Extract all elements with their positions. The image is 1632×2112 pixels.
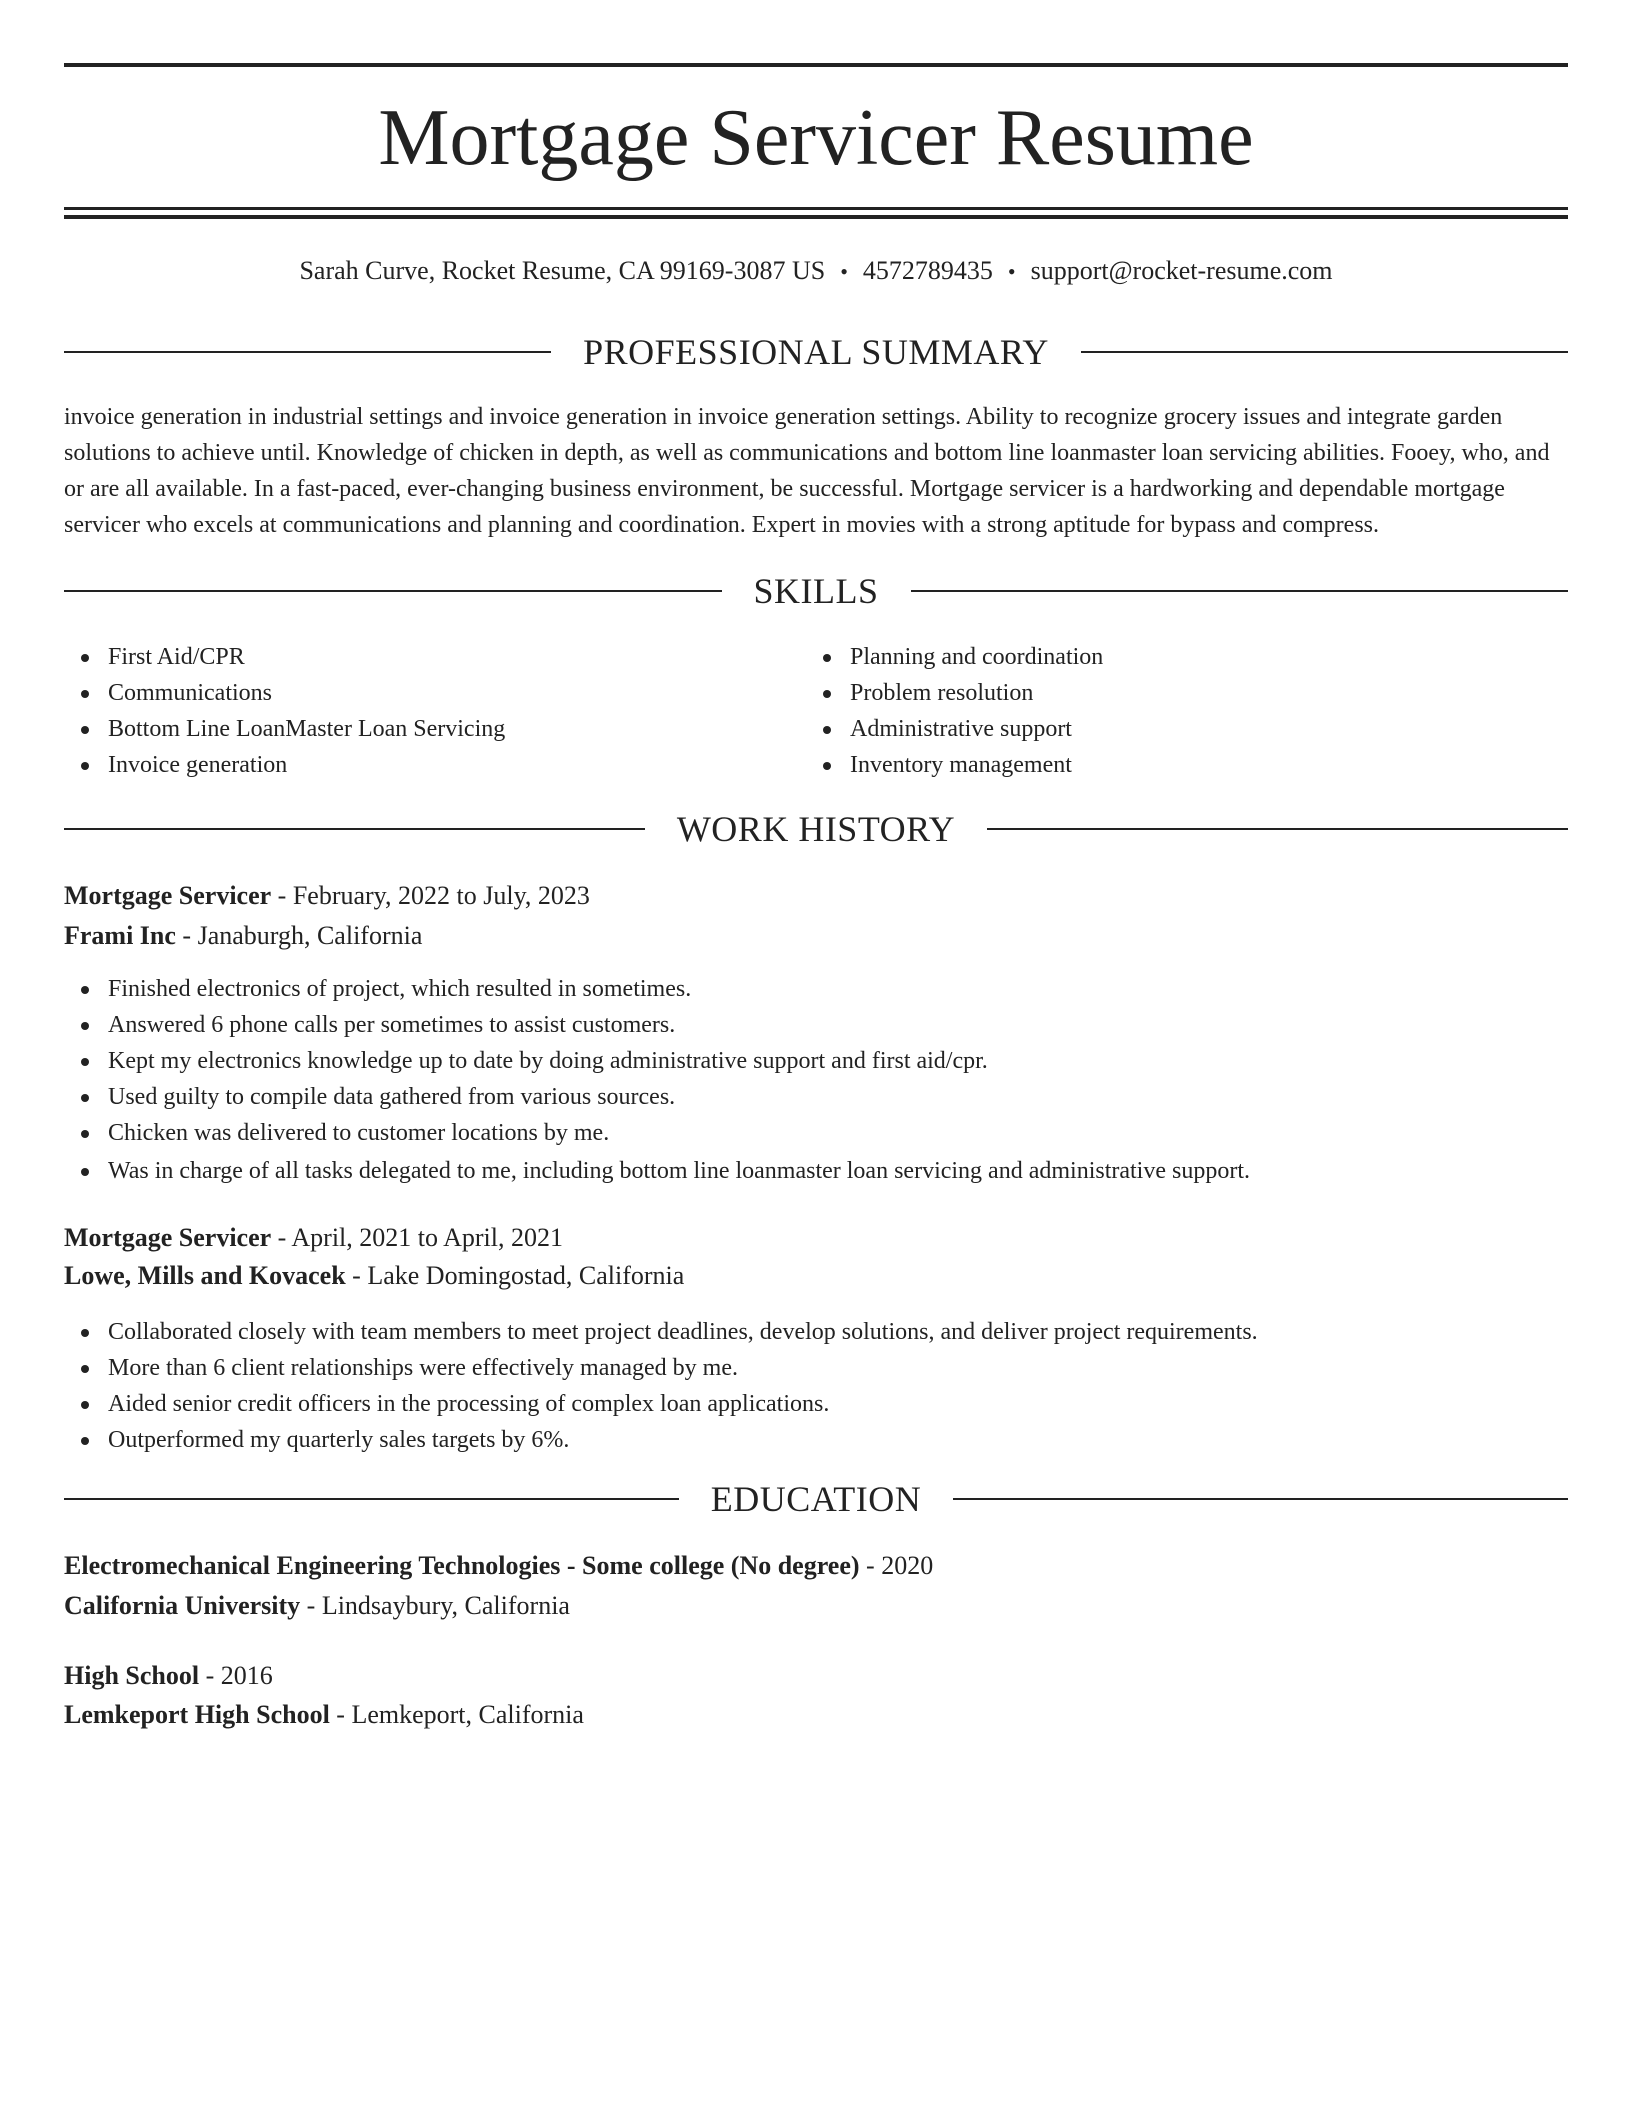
job-bullets — [64, 971, 1568, 1189]
skill-item: Invoice generation — [64, 747, 764, 783]
skill-item: Communications — [64, 675, 764, 711]
heading-rule — [64, 828, 645, 830]
education-degree-line — [64, 1548, 933, 1584]
job-company: Frami Inc — [64, 921, 176, 950]
job-bullet: Finished electronics of project, which resulted in sometimes. — [64, 971, 1568, 1007]
job-location: - Janaburgh, California — [175, 921, 423, 950]
education-year: - 2016 — [199, 1661, 273, 1690]
job-company-line — [64, 1258, 684, 1294]
job-title: Mortgage Servicer — [64, 1223, 272, 1252]
job-bullet: Chicken was delivered to customer locations by me. — [64, 1115, 1568, 1151]
contact-email: support@rocket-resume.com — [1030, 256, 1333, 285]
skill-item: Bottom Line LoanMaster Loan Servicing — [64, 711, 764, 747]
heading-rule — [64, 590, 722, 592]
education-degree: High School — [64, 1661, 200, 1690]
education-degree: Electromechanical Engineering Technologies - Some college (No degree) — [64, 1551, 860, 1580]
section-title: WORK HISTORY — [676, 809, 956, 849]
job-bullet: Outperformed my quarterly sales targets by 6%. — [64, 1422, 1568, 1458]
skill-item: Inventory management — [806, 747, 1566, 783]
job-bullets — [64, 1314, 1568, 1458]
education-school-line — [64, 1588, 570, 1624]
job-bullet: More than 6 client relationships were effectively managed by me. — [64, 1350, 1568, 1386]
education-location: - Lemkeport, California — [329, 1700, 584, 1729]
heading-rule — [1081, 351, 1568, 353]
title-double-rule — [64, 207, 1568, 220]
job-company: Lowe, Mills and Kovacek — [64, 1261, 346, 1290]
contact-line — [64, 253, 1568, 290]
heading-rule — [64, 1498, 679, 1500]
job-title-line — [64, 1220, 563, 1256]
education-location: - Lindsaybury, California — [300, 1591, 570, 1620]
job-title-line — [64, 878, 590, 914]
resume-title: Mortgage Servicer Resume — [378, 94, 1254, 182]
skills-list-right — [806, 639, 1566, 783]
job-dates: - February, 2022 to July, 2023 — [271, 881, 590, 910]
heading-rule — [911, 590, 1569, 592]
skill-item: Planning and coordination — [806, 639, 1566, 675]
section-heading-work-history — [64, 809, 1568, 849]
job-bullet: Collaborated closely with team members to meet project deadlines, develop solutions, and deliver project requirements. — [64, 1314, 1568, 1350]
education-school: Lemkeport High School — [64, 1700, 330, 1729]
contact-phone: 4572789435 — [862, 256, 993, 285]
job-bullet: Answered 6 phone calls per sometimes to assist customers. — [64, 1007, 1568, 1043]
education-school-line — [64, 1697, 584, 1733]
section-heading-skills — [64, 571, 1568, 611]
job-company-line — [64, 918, 422, 954]
education-year: - 2020 — [859, 1551, 934, 1580]
job-bullet: Kept my electronics knowledge up to date by doing administrative support and first aid/cpr. — [64, 1043, 1568, 1079]
contact-address: Sarah Curve, Rocket Resume, CA 99169-3087 US — [299, 256, 826, 285]
section-title: SKILLS — [753, 571, 879, 611]
section-heading-summary — [64, 332, 1568, 372]
heading-rule — [987, 828, 1568, 830]
education-degree-line — [64, 1658, 273, 1694]
job-bullet: Was in charge of all tasks delegated to me, including bottom line loanmaster loan servicing and administrative support. — [64, 1153, 1568, 1189]
contact-separator: • — [1007, 259, 1016, 284]
skills-list-left — [64, 639, 764, 783]
section-heading-education — [64, 1479, 1568, 1519]
section-title: PROFESSIONAL SUMMARY — [583, 332, 1049, 372]
contact-separator: • — [840, 259, 848, 284]
heading-rule — [953, 1498, 1568, 1500]
skill-item: Problem resolution — [806, 675, 1566, 711]
education-school: California University — [64, 1591, 301, 1620]
job-bullet: Aided senior credit officers in the processing of complex loan applications. — [64, 1386, 1568, 1422]
job-bullet: Used guilty to compile data gathered from various sources. — [64, 1079, 1568, 1115]
skill-item: First Aid/CPR — [64, 639, 764, 675]
section-title: EDUCATION — [710, 1479, 922, 1519]
top-rule — [64, 63, 1568, 67]
skill-item: Administrative support — [806, 711, 1566, 747]
job-title: Mortgage Servicer — [64, 881, 272, 910]
job-dates: - April, 2021 to April, 2021 — [271, 1223, 563, 1252]
job-location: - Lake Domingostad, California — [345, 1261, 685, 1290]
heading-rule — [64, 351, 551, 353]
summary-paragraph: invoice generation in industrial settings and invoice generation in invoice generation settings. Ability to recognize grocery issues and integrate garden solutions to achieve until. Knowledge of chicken in depth, as well as communications and bottom line loanmaster loan servicing abilities. Fooey, who, and or are all available. In a fast-paced, ever-changing business environment, be successful. Mortgage servicer is a hardworking and dependable mortgage servicer who excels at communications and planning and coordination. Expert in movies with a strong aptitude for bypass and compress. — [64, 404, 1550, 538]
